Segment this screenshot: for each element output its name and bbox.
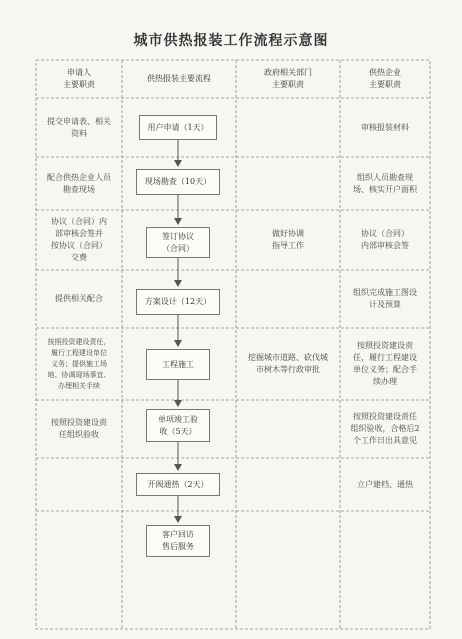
header-process: 供热报装主要流程 <box>147 74 211 83</box>
government-duty: 挖掘城市道路、砍伐城 市树木等行政审批 <box>248 353 328 374</box>
government-duty: 做好协调 指导工作 <box>272 229 304 250</box>
header-applicant: 申请人 主要职责 <box>63 68 95 89</box>
page-title: 城市供热报装工作流程示意图 <box>133 33 329 49</box>
header-government: 政府相关部门 主要职责 <box>264 68 312 89</box>
company-duty: 按照投资建设责 任，履行工程建设 单位义务；配合手 续办理 <box>353 341 417 386</box>
process-step: 开阀通热（2天） <box>136 473 220 496</box>
company-duty: 组织完成施工图设 计及预算 <box>353 288 417 309</box>
company-duty: 按照投资建设责任 组织验收，合格后2 个工作日出具意见 <box>350 412 420 445</box>
applicant-duty: 配合供热企业人员 勘查现场 <box>47 172 111 194</box>
process-step: 单项竣工验 收（5天） <box>146 409 210 442</box>
process-step: 用户申请（1天） <box>139 115 217 140</box>
process-step: 现场勘查（10天） <box>136 169 220 195</box>
company-duty: 审核报装材料 <box>361 122 409 132</box>
applicant-duty: 按照投资建设责任， 履行工程建设单位 义务；提供施工场 地、协调现场事宜、 办理相关手续 <box>47 337 111 390</box>
applicant-duty: 协议（合同）内 部审核会签并 按协议（合同） 交费 <box>51 217 107 262</box>
applicant-duty: 提供相关配合 <box>55 294 103 303</box>
applicant-duty: 按照投资建设责 任组织验收 <box>51 418 107 439</box>
process-step: 方案设计（12天） <box>136 289 220 315</box>
applicant-duty: 提交申请表、相关 资料 <box>47 116 111 138</box>
company-duty: 协议（合同） 内部审核会签 <box>361 229 409 250</box>
company-duty: 立户建档、通热 <box>357 479 413 489</box>
company-duty: 组织人员勘查现 场、核实开户面积 <box>353 172 417 194</box>
header-company: 供热企业 主要职责 <box>369 68 401 89</box>
process-step: 工程施工 <box>146 349 210 380</box>
process-step: 客户回访 售后服务 <box>146 525 210 557</box>
process-step: 签订协议 （合同） <box>146 227 210 258</box>
